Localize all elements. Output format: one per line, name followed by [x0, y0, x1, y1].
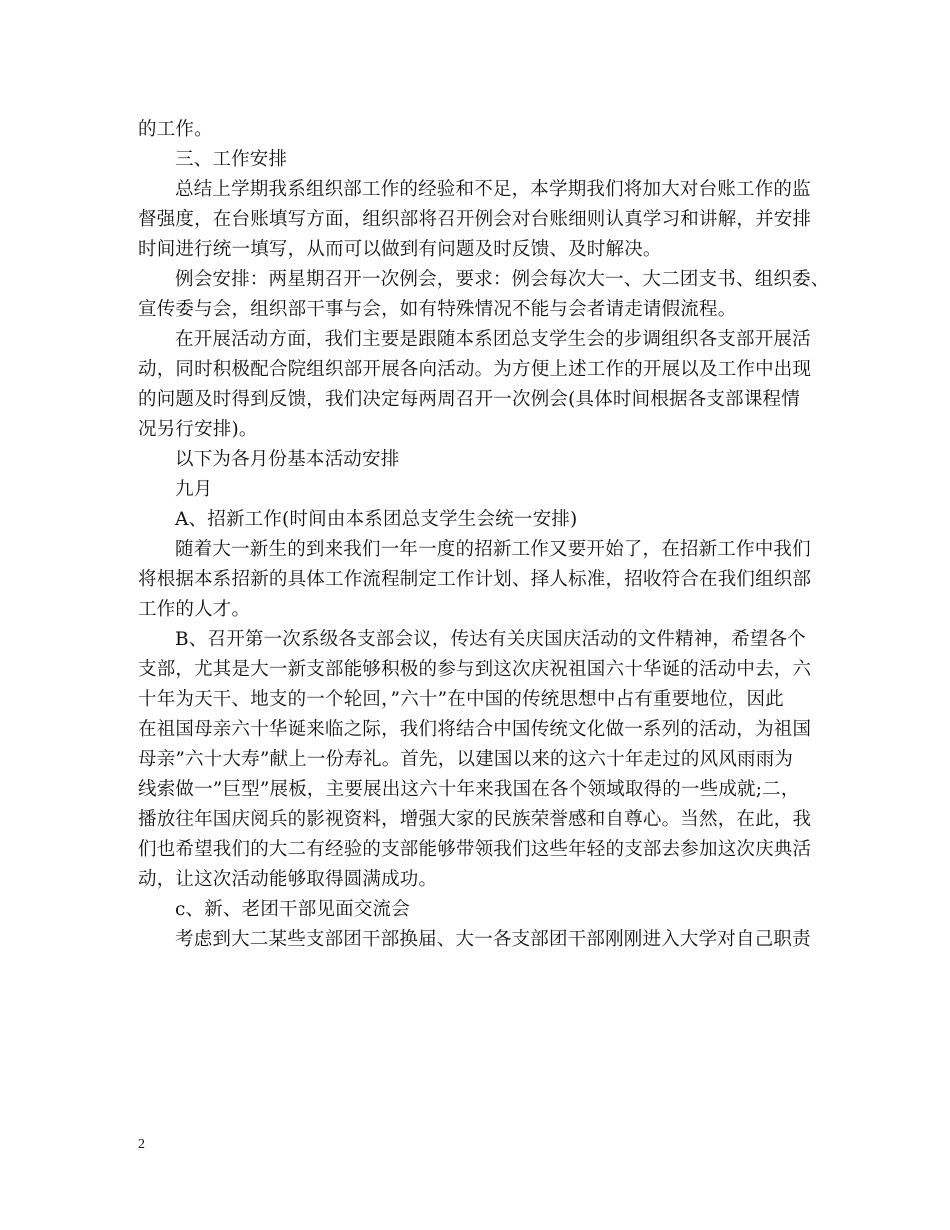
text-line: 十年为天干、地支的一个轮回，”六十”在中国的传统思想中占有重要地位，因此 [138, 689, 784, 710]
text-line: 在祖国母亲六十华诞来临之际，我们将结合中国传统文化做一系列的活动，为祖国 [138, 719, 812, 740]
text-line: A、招新工作(时间由本系团总支学生会统一安排) [175, 509, 578, 530]
text-line: 支部，尤其是大一新支部能够积极的参与到这次庆祝祖国六十华诞的活动中去，六 [138, 659, 812, 680]
text-line: 动，让这次活动能够取得圆满成功。 [138, 869, 438, 890]
text-line: 督强度，在台账填写方面，组织部将召开例会对台账细则认真学习和讲解，并安排 [138, 209, 812, 230]
text-line: 宣传委与会，组织部干事与会，如有特殊情况不能与会者请走请假流程。 [138, 299, 737, 320]
document-body [138, 115, 830, 955]
text-line: 们也希望我们的大二有经验的支部能够带领我们这些年轻的支部去参加这次庆典活 [138, 839, 812, 860]
text-line: 考虑到大二某些支部团干部换届、大一各支部团干部刚刚进入大学对自己职责 [175, 929, 811, 950]
text-line: 随着大一新生的到来我们一年一度的招新工作又要开始了，在招新工作中我们 [175, 539, 811, 560]
text-line: B、召开第一次系级各支部会议，传达有关庆国庆活动的文件精神，希望各个 [175, 629, 806, 650]
text-line: 况另行安排)。 [138, 419, 258, 440]
page-number: 2 [138, 1137, 145, 1152]
text-line: 播放往年国庆阅兵的影视资料，增强大家的民族荣誉感和自尊心。当然，在此，我 [138, 809, 812, 830]
text-line: 时间进行统一填写，从而可以做到有问题及时反馈、及时解决。 [138, 239, 662, 260]
text-line: 在开展活动方面，我们主要是跟随本系团总支学生会的步调组织各支部开展活 [175, 329, 811, 350]
text-line: 以下为各月份基本活动安排 [175, 449, 400, 470]
text-line: 工作的人才。 [138, 599, 251, 620]
text-line: 的问题及时得到反馈，我们决定每两周召开一次例会(具体时间根据各支部课程情 [138, 389, 800, 410]
text-line: 例会安排：两星期召开一次例会，要求：例会每次大一、大二团支书、组织委、 [175, 269, 830, 290]
text-line: 母亲”六十大寿”献上一份寿礼。首先，以建国以来的这六十年走过的风风雨雨为 [138, 749, 794, 770]
text-line: 三、工作安排 [175, 149, 288, 170]
text-line: 总结上学期我系组织部工作的经验和不足，本学期我们将加大对台账工作的监 [175, 179, 811, 200]
text-line: 九月 [175, 479, 213, 500]
text-line: 的工作。 [138, 119, 213, 140]
text-line: 将根据本系招新的具体工作流程制定工作计划、择人标准，招收符合在我们组织部 [138, 569, 812, 590]
text-line: 动，同时积极配合院组织部开展各向活动。为方便上述工作的开展以及工作中出现 [138, 359, 812, 380]
text-line: 线索做一”巨型”展板，主要展出这六十年来我国在各个领域取得的一些成就;二， [138, 779, 800, 800]
text-line: c、新、老团干部见面交流会 [175, 899, 410, 920]
